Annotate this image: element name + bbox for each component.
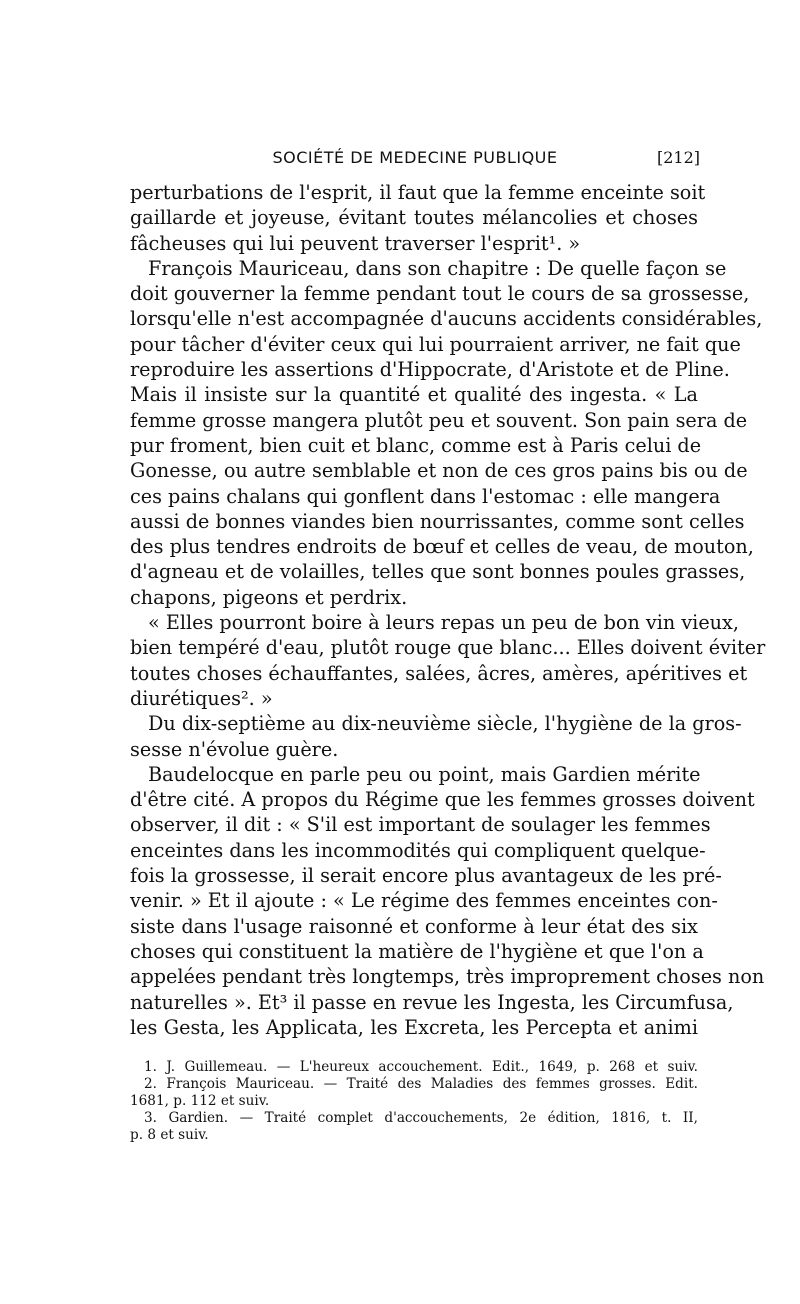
footnote: 3. Gardien. — Traité complet d'accouchements, 2e édition, 1816, t. II, xyxy=(144,1110,698,1126)
footnote: p. 8 et suiv. xyxy=(130,1127,209,1143)
text-line: lorsqu'elle n'est accompagnée d'aucuns accidents considérables, xyxy=(130,307,763,331)
text-line: perturbations de l'esprit, il faut que la femme enceinte soit xyxy=(130,181,706,204)
text-line: « Elles pourront boire à leurs repas un peu de bon vin vieux, xyxy=(148,611,739,635)
footnote: 1. J. Guillemeau. — L'heureux accouchement. Edit., 1649, p. 268 et suiv. xyxy=(144,1059,698,1075)
footnotes xyxy=(130,1059,698,1144)
footnote: 1681, p. 112 et suiv. xyxy=(130,1093,270,1109)
text-line: chapons, pigeons et perdrix. xyxy=(130,585,408,609)
text-line: Baudelocque en parle peu ou point, mais Gardien mérite xyxy=(148,762,701,786)
body-text xyxy=(130,180,766,1040)
text-line: femme grosse mangera plutôt peu et souvent. Son pain sera de xyxy=(130,408,748,432)
text-line: sesse n'évolue guère. xyxy=(130,737,339,761)
text-line: des plus tendres endroits de bœuf et celles de veau, de mouton, xyxy=(130,535,754,559)
text-line: toutes choses échauffantes, salées, âcres, amères, apéritives et xyxy=(130,661,748,685)
header-title: SOCIÉTÉ DE MEDECINE PUBLIQUE xyxy=(272,148,558,167)
text-line: Gonesse, ou autre semblable et non de ces gros pains bis ou de xyxy=(130,459,748,483)
text-line: les Gesta, les Applicata, les Excreta, les Percepta et animi xyxy=(130,1015,698,1039)
text-line: doit gouverner la femme pendant tout le cours de sa grossesse, xyxy=(130,282,750,306)
text-line: ces pains chalans qui gonflent dans l'estomac : elle mangera xyxy=(130,484,721,508)
text-line: enceintes dans les incommodités qui compliquent quelque- xyxy=(130,838,706,862)
text-line: d'agneau et de volailles, telles que sont bonnes poules grasses, xyxy=(130,560,746,584)
text-line: naturelles ». Et³ il passe en revue les Ingesta, les Circumfusa, xyxy=(130,990,734,1014)
text-line: aussi de bonnes viandes bien nourrissantes, comme sont celles xyxy=(130,509,745,533)
text-line: Mais il insiste sur la quantité et qualité des ingesta. « La xyxy=(130,383,698,407)
text-line: fâcheuses qui lui peuvent traverser l'esprit¹. » xyxy=(130,231,581,255)
text-line: choses qui constituent la matière de l'hygiène et que l'on a xyxy=(130,939,704,963)
text-line: gaillarde et joyeuse, évitant toutes mélancolies et choses xyxy=(130,206,698,230)
text-line: venir. » Et il ajoute : « Le régime des femmes enceintes con- xyxy=(130,889,718,913)
text-line: diurétiques². » xyxy=(130,686,273,710)
running-header xyxy=(130,148,700,172)
text-line: Du dix-septième au dix-neuvième siècle, l'hygiène de la gros- xyxy=(148,712,742,736)
text-line: fois la grossesse, il serait encore plus avantageux de les pré- xyxy=(130,864,722,888)
text-line: pur froment, bien cuit et blanc, comme est à Paris celui de xyxy=(130,433,702,457)
text-line: François Mauriceau, dans son chapitre : De quelle façon se xyxy=(148,256,727,280)
text-line: appelées pendant très longtemps, très improprement choses non xyxy=(130,965,765,989)
page-number: [212] xyxy=(656,148,700,167)
text-line: reproduire les assertions d'Hippocrate, d'Aristote et de Pline. xyxy=(130,358,730,382)
text-line: observer, il dit : « S'il est important de soulager les femmes xyxy=(130,813,711,837)
text-line: d'être cité. A propos du Régime que les femmes grosses doivent xyxy=(130,788,755,812)
footnote: 2. François Mauriceau. — Traité des Maladies des femmes grosses. Edit. xyxy=(144,1076,698,1092)
text-line: siste dans l'usage raisonné et conforme à leur état des six xyxy=(130,914,698,938)
text-line: pour tâcher d'éviter ceux qui lui pourraient arriver, ne fait que xyxy=(130,332,741,356)
text-line: bien tempéré d'eau, plutôt rouge que blanc... Elles doivent éviter xyxy=(130,636,766,660)
